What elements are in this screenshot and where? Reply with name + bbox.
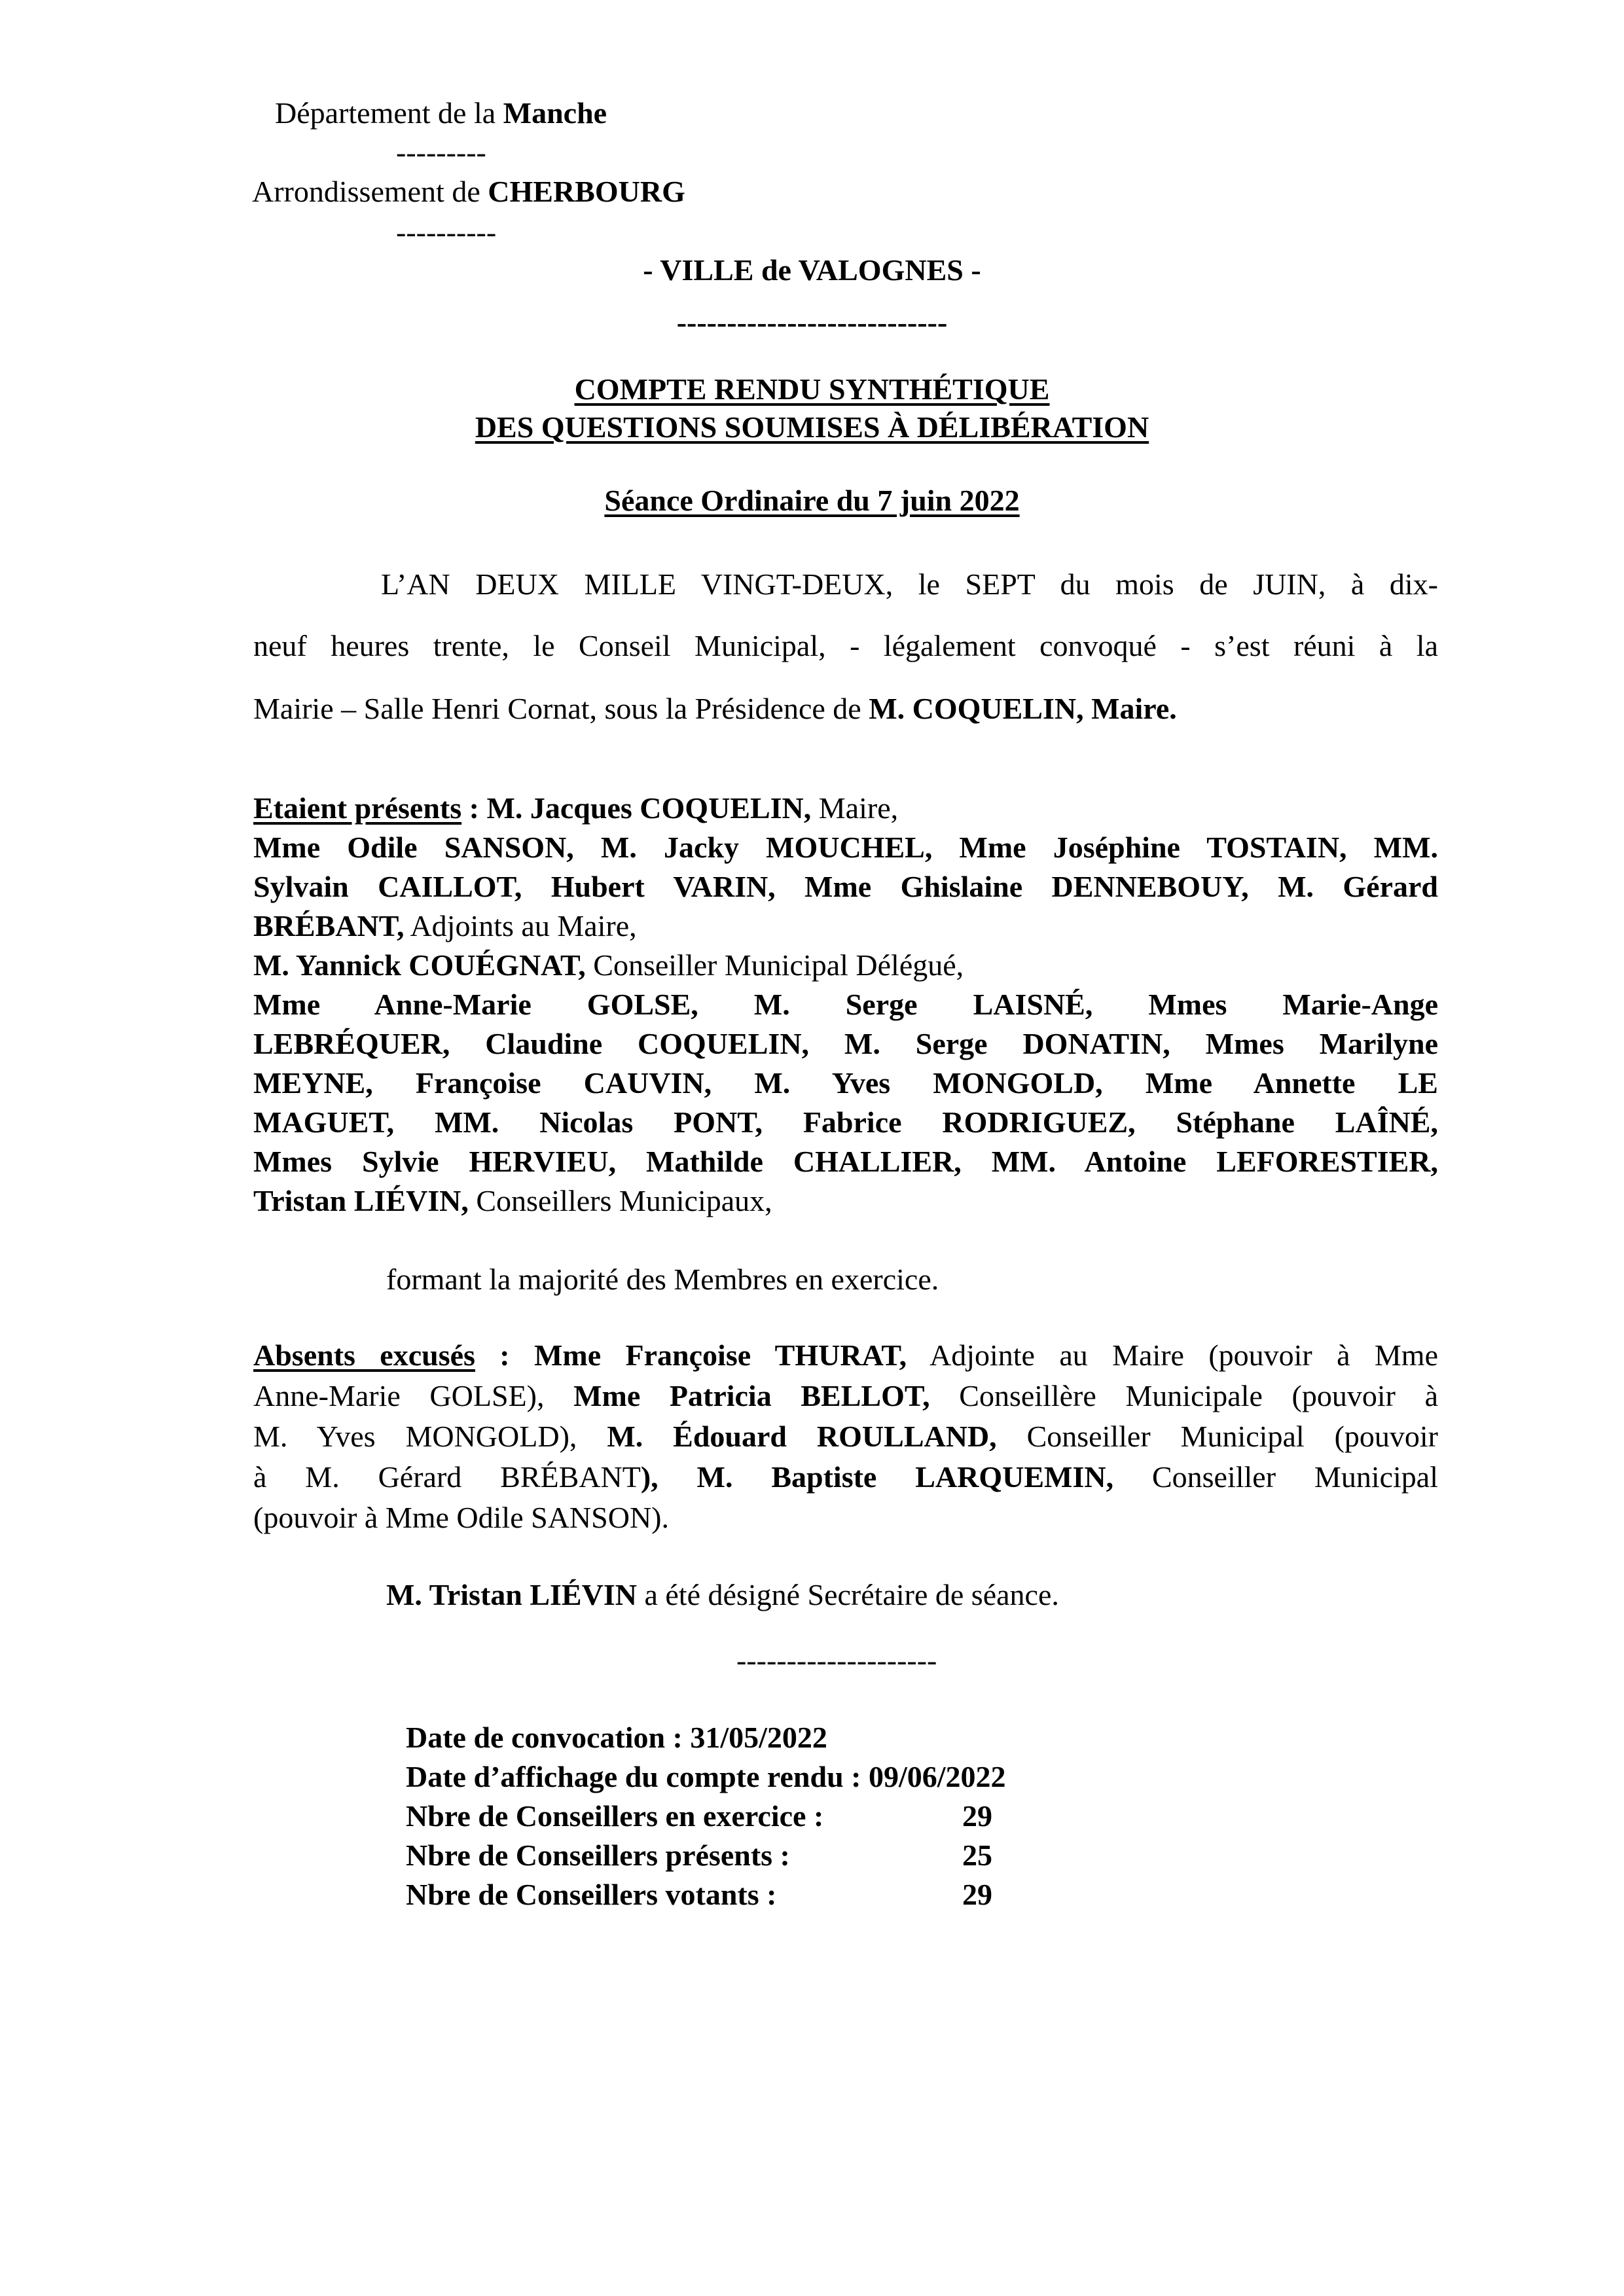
intro-line-3	[253, 691, 1438, 726]
presents-line-7: LEBRÉQUER, Claudine COQUELIN, M. Serge DONATIN, Mmes Marilyne	[253, 1027, 1438, 1060]
arrondissement-line	[252, 174, 685, 209]
absents-line-4-start: à M. Gérard BRÉBANT	[253, 1460, 641, 1494]
intro-line-2: neuf heures trente, le Conseil Municipal, - légalement convoqué - s’est réuni à la	[253, 629, 1438, 662]
presents-line-6: Mme Anne-Marie GOLSE, M. Serge LAISNÉ, Mmes Marie-Ange	[253, 988, 1438, 1021]
separator-2: ----------	[396, 215, 497, 249]
presents-line-4-bold: BRÉBANT,	[253, 909, 405, 942]
separator-3: ---------------------------	[676, 306, 948, 339]
presents-line-9: MAGUET, MM. Nicolas PONT, Fabrice RODRIGUEZ, Stéphane LAÎNÉ,	[253, 1105, 1438, 1139]
presents-colon: :	[461, 791, 487, 825]
absents-line-1	[253, 1338, 1438, 1372]
conseillers-presents-label: Nbre de Conseillers présents :	[406, 1839, 790, 1872]
absents-line-4	[253, 1460, 1438, 1494]
arrondissement-name: CHERBOURG	[488, 175, 685, 208]
presents-line-11-rest: Conseillers Municipaux,	[468, 1184, 772, 1217]
presents-line-4	[253, 908, 1438, 943]
intro-line-3-prefix: Mairie – Salle Henri Cornat, sous la Présidence de	[253, 692, 869, 725]
presents-maire-name: M. Jacques COQUELIN,	[486, 791, 812, 825]
conseillers-votants-value: 29	[962, 1878, 992, 1911]
absents-line-2-start: Anne-Marie GOLSE),	[253, 1379, 574, 1412]
absents-line-3	[253, 1419, 1438, 1454]
absents-line-2-rest: Conseillère Municipale (pouvoir à	[929, 1379, 1438, 1412]
title-line-2: DES QUESTIONS SOUMISES À DÉLIBÉRATION	[475, 410, 1149, 444]
presents-label: Etaient présents	[253, 791, 462, 825]
presents-line-10: Mmes Sylvie HERVIEU, Mathilde CHALLIER, MM. Antoine LEFORESTIER,	[253, 1145, 1438, 1178]
absents-line-2-bold: Mme Patricia BELLOT,	[573, 1379, 930, 1412]
absents-line-1-bold: Mme Françoise THURAT,	[534, 1338, 907, 1372]
arrondissement-prefix: Arrondissement de	[252, 175, 488, 208]
absents-line-1-rest: Adjointe au Maire (pouvoir à Mme	[907, 1338, 1438, 1372]
intro-line-3-bold: M. COQUELIN, Maire.	[869, 692, 1177, 725]
conseillers-exercice-label: Nbre de Conseillers en exercice :	[406, 1799, 824, 1833]
date-affichage: Date d’affichage du compte rendu : 09/06/2022	[406, 1760, 1006, 1793]
absents-line-5: (pouvoir à Mme Odile SANSON).	[253, 1501, 669, 1534]
separator-4: --------------------	[736, 1643, 937, 1677]
presents-maire-role: Maire,	[811, 791, 899, 825]
date-convocation: Date de convocation : 31/05/2022	[406, 1721, 827, 1754]
presents-line-2: Mme Odile SANSON, M. Jacky MOUCHEL, Mme Joséphine TOSTAIN, MM.	[253, 831, 1438, 864]
title-line-1: COMPTE RENDU SYNTHÉTIQUE	[574, 372, 1050, 406]
ville-title: - VILLE de VALOGNES -	[643, 253, 981, 287]
absents-colon: :	[475, 1338, 534, 1372]
presents-line-3: Sylvain CAILLOT, Hubert VARIN, Mme Ghislaine DENNEBOUY, M. Gérard	[253, 870, 1438, 903]
absents-line-3-rest: Conseiller Municipal (pouvoir	[996, 1420, 1439, 1453]
presents-line-1	[253, 791, 1438, 825]
departement-line	[275, 96, 607, 130]
conseillers-presents-value: 25	[962, 1839, 992, 1872]
absents-line-3-bold: M. Édouard ROULLAND,	[607, 1420, 997, 1453]
presents-line-5-rest: Conseiller Municipal Délégué,	[585, 948, 964, 982]
absents-line-4-rest: Conseiller Municipal	[1113, 1460, 1438, 1494]
presents-line-8: MEYNE, Françoise CAUVIN, M. Yves MONGOLD, Mme Annette LE	[253, 1066, 1438, 1100]
presents-line-4-rest: Adjoints au Maire,	[404, 909, 637, 942]
conseillers-votants-label: Nbre de Conseillers votants :	[406, 1878, 777, 1911]
presents-line-11-bold: Tristan LIÉVIN,	[253, 1184, 469, 1217]
departement-prefix: Département de la	[275, 96, 503, 130]
separator-1: ---------	[396, 135, 486, 169]
majorite-text: formant la majorité des Membres en exercice.	[386, 1263, 939, 1296]
intro-line-1: L’AN DEUX MILLE VINGT-DEUX, le SEPT du mois de JUIN, à dix-	[381, 567, 1438, 601]
absents-line-4-bold: ), M. Baptiste LARQUEMIN,	[640, 1460, 1114, 1494]
departement-name: Manche	[503, 96, 607, 130]
conseillers-exercice-value: 29	[962, 1799, 992, 1833]
presents-line-5	[253, 948, 1438, 982]
absents-line-3-start: M. Yves MONGOLD),	[253, 1420, 607, 1453]
absents-label: Absents excusés	[253, 1338, 475, 1372]
presents-line-11	[253, 1183, 1438, 1218]
absents-line-2	[253, 1378, 1438, 1413]
presents-line-5-bold: M. Yannick COUÉGNAT,	[253, 948, 586, 982]
seance-title: Séance Ordinaire du 7 juin 2022	[604, 484, 1020, 517]
secretaire-rest: a été désigné Secrétaire de séance.	[636, 1578, 1059, 1611]
secretaire-name: M. Tristan LIÉVIN	[386, 1578, 637, 1611]
secretaire-line	[386, 1577, 1059, 1612]
